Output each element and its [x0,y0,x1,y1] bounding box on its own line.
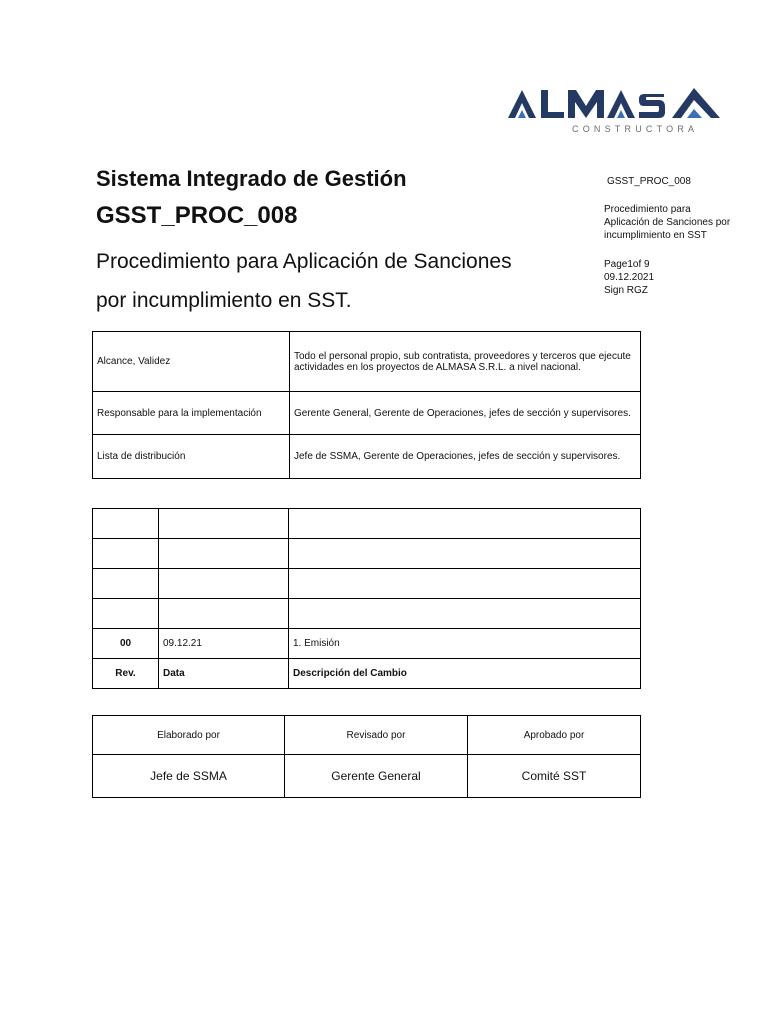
document-code: GSST_PROC_008 [96,202,298,229]
table-row [93,539,641,569]
meta-desc-line1: Procedimiento para [604,204,691,215]
scope-table [92,331,641,479]
reviewed-by-label: Revisado por [285,716,468,755]
document-title-line1: Procedimiento para Aplicación de Sanciones [96,250,512,273]
meta-date: 09.12.2021 [604,272,655,283]
meta-description [604,203,744,242]
signoff-header-row [93,716,641,755]
responsible-value: Gerente General, Gerente de Operaciones, jefes de sección y supervisores. [290,392,641,435]
rev-header: Rev. [93,659,159,689]
signoff-value-row [93,755,641,798]
signoff-table [92,715,641,798]
table-row [93,509,641,539]
system-title: Sistema Integrado de Gestión [96,166,407,191]
meta-desc-line3: incumplimiento en SST [604,230,707,241]
date-header: Data [159,659,289,689]
reviewed-by-value: Gerente General [285,755,468,798]
revision-date: 09.12.21 [159,629,289,659]
almasa-wordmark-icon [506,86,726,120]
table-row [93,599,641,629]
table-row [93,629,641,659]
table-row [93,332,641,392]
table-row [93,569,641,599]
scope-label: Alcance, Validez [93,332,290,392]
table-row [93,435,641,479]
prepared-by-value: Jefe de SSMA [93,755,285,798]
description-header: Descripción del Cambio [289,659,641,689]
meta-page-info [604,258,654,297]
meta-desc-line2: Aplicación de Sanciones por [604,217,731,228]
distribution-value: Jefe de SSMA, Gerente de Operaciones, jefes de sección y supervisores. [290,435,641,479]
revision-table [92,508,641,689]
revision-header-row [93,659,641,689]
document-title [96,242,576,320]
meta-sign: Sign RGZ [604,285,648,296]
brand-subtitle: CONSTRUCTORA [572,124,699,134]
page-number: Page1of 9 [604,259,650,270]
revision-description: 1. Emisión [289,629,641,659]
responsible-label: Responsable para la implementación [93,392,290,435]
prepared-by-label: Elaborado por [93,716,285,755]
distribution-label: Lista de distribución [93,435,290,479]
scope-value: Todo el personal propio, sub contratista, proveedores y terceros que ejecute actividades en los proyectos de ALMASA S.R.L. a nivel nacional. [290,332,641,392]
revision-number: 00 [93,629,159,659]
approved-by-value: Comité SST [468,755,641,798]
meta-code: GSST_PROC_008 [607,176,691,187]
approved-by-label: Aprobado por [468,716,641,755]
document-title-line2: por incumplimiento en SST. [96,289,352,312]
table-row [93,392,641,435]
